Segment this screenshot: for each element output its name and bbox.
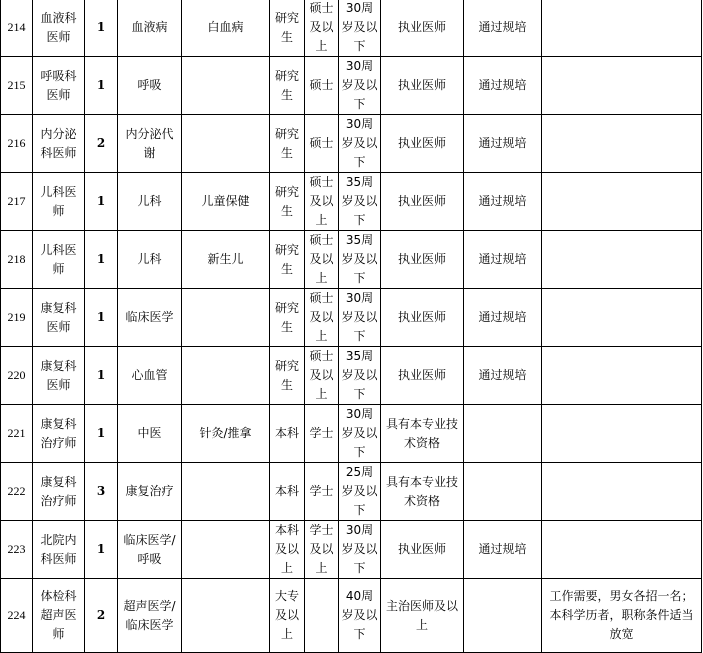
degree: 硕士 <box>305 57 339 115</box>
age-limit: 30周岁及以下 <box>339 115 381 173</box>
research-direction <box>182 289 270 347</box>
major: 中医 <box>118 405 182 463</box>
row-number: 215 <box>1 57 33 115</box>
row-number: 214 <box>1 0 33 57</box>
education: 研究生 <box>270 231 305 289</box>
training: 通过规培 <box>464 57 542 115</box>
table-row <box>1 57 702 115</box>
qualification: 具有本专业技术资格 <box>381 463 464 521</box>
table-row <box>1 579 702 653</box>
research-direction <box>182 463 270 521</box>
education: 研究生 <box>270 173 305 231</box>
major: 血液病 <box>118 0 182 57</box>
headcount: 1 <box>85 289 118 347</box>
education: 研究生 <box>270 115 305 173</box>
table-row <box>1 289 702 347</box>
note <box>542 173 702 231</box>
degree: 硕士及以上 <box>305 231 339 289</box>
note <box>542 521 702 579</box>
headcount: 2 <box>85 579 118 653</box>
degree: 硕士及以上 <box>305 289 339 347</box>
note <box>542 231 702 289</box>
degree: 硕士 <box>305 115 339 173</box>
training <box>464 579 542 653</box>
qualification: 执业医师 <box>381 521 464 579</box>
age-limit: 30周岁及以下 <box>339 521 381 579</box>
qualification: 执业医师 <box>381 173 464 231</box>
table-row <box>1 463 702 521</box>
education: 研究生 <box>270 57 305 115</box>
note <box>542 115 702 173</box>
research-direction: 儿童保健 <box>182 173 270 231</box>
headcount: 1 <box>85 0 118 57</box>
table-row <box>1 405 702 463</box>
row-number: 222 <box>1 463 33 521</box>
training <box>464 405 542 463</box>
age-limit: 35周岁及以下 <box>339 231 381 289</box>
qualification: 执业医师 <box>381 0 464 57</box>
age-limit: 30周岁及以下 <box>339 57 381 115</box>
note <box>542 405 702 463</box>
training: 通过规培 <box>464 289 542 347</box>
major: 内分泌代谢 <box>118 115 182 173</box>
row-number: 218 <box>1 231 33 289</box>
major: 儿科 <box>118 173 182 231</box>
note <box>542 57 702 115</box>
post-name: 康复科治疗师 <box>33 405 85 463</box>
headcount: 1 <box>85 405 118 463</box>
headcount: 3 <box>85 463 118 521</box>
degree: 学士 <box>305 405 339 463</box>
headcount: 1 <box>85 231 118 289</box>
row-number: 223 <box>1 521 33 579</box>
training: 通过规培 <box>464 231 542 289</box>
training: 通过规培 <box>464 0 542 57</box>
major: 呼吸 <box>118 57 182 115</box>
education: 本科 <box>270 463 305 521</box>
note: 工作需要，男女各招一名；本科学历者，职称条件适当放宽 <box>542 579 702 653</box>
degree: 学士及以上 <box>305 521 339 579</box>
degree: 硕士及以上 <box>305 347 339 405</box>
post-name: 儿科医师 <box>33 231 85 289</box>
research-direction: 针灸/推拿 <box>182 405 270 463</box>
post-name: 康复科医师 <box>33 347 85 405</box>
training: 通过规培 <box>464 521 542 579</box>
table-body <box>1 0 702 653</box>
table-row <box>1 347 702 405</box>
note <box>542 463 702 521</box>
education: 研究生 <box>270 0 305 57</box>
headcount: 1 <box>85 173 118 231</box>
major: 超声医学/临床医学 <box>118 579 182 653</box>
post-name: 北院内科医师 <box>33 521 85 579</box>
qualification: 执业医师 <box>381 347 464 405</box>
table-row <box>1 0 702 57</box>
training: 通过规培 <box>464 173 542 231</box>
note <box>542 289 702 347</box>
age-limit: 30周岁及以下 <box>339 289 381 347</box>
age-limit: 30周岁及以下 <box>339 0 381 57</box>
qualification: 主治医师及以上 <box>381 579 464 653</box>
post-name: 呼吸科医师 <box>33 57 85 115</box>
training: 通过规培 <box>464 115 542 173</box>
table-row <box>1 115 702 173</box>
research-direction <box>182 521 270 579</box>
degree: 学士 <box>305 463 339 521</box>
qualification: 执业医师 <box>381 231 464 289</box>
education: 本科 <box>270 405 305 463</box>
research-direction: 白血病 <box>182 0 270 57</box>
row-number: 224 <box>1 579 33 653</box>
degree <box>305 579 339 653</box>
note <box>542 347 702 405</box>
qualification: 执业医师 <box>381 115 464 173</box>
major: 儿科 <box>118 231 182 289</box>
qualification: 执业医师 <box>381 289 464 347</box>
major: 康复治疗 <box>118 463 182 521</box>
degree: 硕士及以上 <box>305 173 339 231</box>
education: 研究生 <box>270 347 305 405</box>
post-name: 康复科治疗师 <box>33 463 85 521</box>
table-row <box>1 173 702 231</box>
post-name: 康复科医师 <box>33 289 85 347</box>
degree: 硕士及以上 <box>305 0 339 57</box>
post-name: 内分泌科医师 <box>33 115 85 173</box>
qualification: 具有本专业技术资格 <box>381 405 464 463</box>
table-row <box>1 231 702 289</box>
research-direction <box>182 57 270 115</box>
qualification: 执业医师 <box>381 57 464 115</box>
education: 研究生 <box>270 289 305 347</box>
table-row <box>1 521 702 579</box>
headcount: 2 <box>85 115 118 173</box>
post-name: 体检科超声医师 <box>33 579 85 653</box>
age-limit: 35周岁及以下 <box>339 347 381 405</box>
research-direction: 新生儿 <box>182 231 270 289</box>
training: 通过规培 <box>464 347 542 405</box>
headcount: 1 <box>85 57 118 115</box>
age-limit: 30周岁及以下 <box>339 405 381 463</box>
education: 本科及以上 <box>270 521 305 579</box>
training <box>464 463 542 521</box>
education: 大专及以上 <box>270 579 305 653</box>
research-direction <box>182 115 270 173</box>
post-name: 血液科医师 <box>33 0 85 57</box>
research-direction <box>182 579 270 653</box>
research-direction <box>182 347 270 405</box>
row-number: 221 <box>1 405 33 463</box>
age-limit: 40周岁及以下 <box>339 579 381 653</box>
major: 临床医学/呼吸 <box>118 521 182 579</box>
row-number: 219 <box>1 289 33 347</box>
major: 心血管 <box>118 347 182 405</box>
post-name: 儿科医师 <box>33 173 85 231</box>
row-number: 217 <box>1 173 33 231</box>
headcount: 1 <box>85 521 118 579</box>
major: 临床医学 <box>118 289 182 347</box>
row-number: 220 <box>1 347 33 405</box>
row-number: 216 <box>1 115 33 173</box>
age-limit: 35周岁及以下 <box>339 173 381 231</box>
headcount: 1 <box>85 347 118 405</box>
note <box>542 0 702 57</box>
age-limit: 25周岁及以下 <box>339 463 381 521</box>
